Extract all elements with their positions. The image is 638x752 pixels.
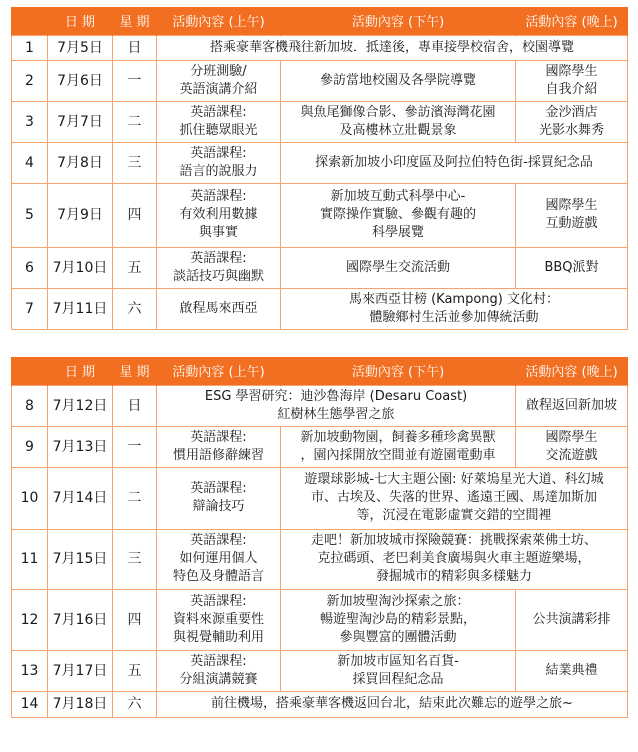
cell-text-line: 抓住聽眾眼光 [179,122,258,138]
cell-text-line: 談話技巧與幽默 [172,268,264,284]
date-cell: 7月12日 [48,385,113,426]
day-number: 5 [12,183,48,247]
date-cell: 7月13日 [48,426,113,467]
weekday-cell: 五 [113,247,157,288]
cell-text-line: 慣用語修辭練習 [172,447,264,463]
header-afternoon: 活動內容 (下午) [281,357,516,385]
day-number: 4 [12,142,48,183]
cell-text-line: 馬來西亞甘榜 (Kampong) 文化村： [348,291,560,307]
morning-activity [157,101,281,142]
day-number: 8 [12,385,48,426]
afternoon-activity [281,247,516,288]
cell-text-line: 公共演講彩排 [532,611,611,627]
cell-text-line: 國際學生 [545,198,598,213]
cell-text-line: 英語課程: [190,593,247,609]
weekday-cell: 六 [113,691,157,717]
cell-text-line: 交流遊戲 [545,447,598,463]
date-cell: 7月6日 [48,60,113,101]
cell-text-line: 與視覺輔助利用 [172,629,264,645]
header-evening: 活動內容 (晚上) [516,7,628,35]
cell-text-line: 紅樹林生態學習之旅 [277,406,395,422]
weekday-cell: 一 [113,60,157,101]
cell-text-line: 國際學生 [545,429,598,445]
cell-text-line: ESG 學習研究：迪沙魯海岸 (Desaru Coast) [204,388,468,404]
cell-text-line: 與魚尾獅像合影、參訪濱海灣花園 [300,104,496,120]
cell-text-line: 走吧！新加坡城市探險競賽：挑戰探索萊佛士坊、 [310,533,597,548]
evening-activity [516,385,628,426]
cell-text-line: 科學展覽 [371,225,424,240]
header-evening: 活動內容 (晚上) [516,357,628,385]
table-row [12,529,628,589]
afternoon-activity [281,589,516,650]
cell-text-line: 英語課程: [190,429,247,445]
header-no [12,357,48,385]
evening-activity [516,650,628,691]
cell-text-line: 英語課程: [190,189,247,204]
cell-text-line: 遊環球影城-七大主題公園: 好萊塢星光大道、科幻城 [304,472,604,487]
cell-text-line: 結業典禮 [545,662,598,678]
cell-text-line: 英語課程: [190,653,247,669]
evening-activity [516,183,628,247]
weekday-cell: 五 [113,650,157,691]
full-day-activity [157,35,628,60]
cell-text-line: 語言的說服力 [179,163,258,179]
date-cell: 7月9日 [48,183,113,247]
evening-activity [516,101,628,142]
cell-text-line: 分班測驗/ [190,63,247,79]
afternoon-activity [281,101,516,142]
day-number: 13 [12,650,48,691]
cell-text-line: 資料來源重要性 [172,611,264,627]
weekday-cell: 三 [113,142,157,183]
cell-text-line: 實際操作實驗、參觀有趣的 [319,207,476,222]
cell-text-line: 如何運用個人 [179,551,258,566]
afternoon-evening-activity [281,529,628,589]
evening-activity [516,426,628,467]
header-afternoon: 活動內容 (下午) [281,7,516,35]
cell-text-line: 光影水舞秀 [538,122,604,138]
table-header-row [12,7,628,35]
weekday-cell: 二 [113,467,157,529]
cell-text-line: 前往機場，搭乘豪華客機返回台北，結束此次難忘的遊學之旅~ [211,696,573,711]
date-cell: 7月8日 [48,142,113,183]
cell-text-line: 發掘城市的精彩與多樣魅力 [375,569,532,584]
day-number: 10 [12,467,48,529]
cell-text-line: 暢遊聖淘沙島的精彩景點， [319,611,476,627]
afternoon-evening-activity [281,142,628,183]
date-cell: 7月14日 [48,467,113,529]
day-number: 2 [12,60,48,101]
cell-text-line: 市、古埃及、失落的世界、遙遠王國、馬達加斯加 [310,490,597,505]
table-row [12,691,628,717]
cell-text-line: 及高樓林立壯觀景象 [339,122,457,138]
day-number: 12 [12,589,48,650]
date-cell: 7月16日 [48,589,113,650]
afternoon-activity [281,183,516,247]
date-cell: 7月10日 [48,247,113,288]
cell-text-line: 國際學生交流活動 [345,259,450,275]
date-cell: 7月5日 [48,35,113,60]
cell-text-line: 採買回程紀念品 [352,671,444,687]
morning-activity [157,247,281,288]
cell-text-line: 探索新加坡小印度區及阿拉伯特色街-採買紀念品 [315,154,593,170]
schedule-table-week1 [11,7,628,330]
evening-activity [516,60,628,101]
schedule-table-week2 [11,357,628,718]
morning-activity [157,60,281,101]
table-row [12,288,628,329]
day-number: 14 [12,691,48,717]
cell-text-line: 英語課程: [190,104,247,120]
weekday-cell: 三 [113,529,157,589]
table-row [12,183,628,247]
morning-afternoon-activity [157,385,516,426]
table-row [12,35,628,60]
cell-text-line: 分組演講競賽 [179,671,258,687]
weekday-cell: 六 [113,288,157,329]
cell-text-line: BBQ派對 [544,259,599,275]
cell-text-line: 等，沉浸在電影虛實交錯的空間裡 [356,508,552,523]
weekday-cell: 四 [113,589,157,650]
cell-text-line: 啟程返回新加坡 [525,397,617,413]
table-row [12,101,628,142]
cell-text-line: 與事實 [198,225,238,240]
day-number: 9 [12,426,48,467]
date-cell: 7月7日 [48,101,113,142]
morning-activity [157,467,281,529]
table-row [12,142,628,183]
day-number: 11 [12,529,48,589]
table-row [12,589,628,650]
weekday-cell: 二 [113,101,157,142]
cell-text-line: 參與豐富的團體活動 [339,629,457,645]
cell-text-line: 金沙酒店 [545,104,598,120]
cell-text-line: 有效利用數據 [179,207,258,222]
date-cell: 7月11日 [48,288,113,329]
header-weekday: 星 期 [113,357,157,385]
weekday-cell: 日 [113,35,157,60]
cell-text-line: 互動遊戲 [545,216,598,231]
day-number: 3 [12,101,48,142]
morning-activity [157,142,281,183]
header-morning: 活動內容 (上午) [157,357,281,385]
table-row [12,650,628,691]
morning-activity [157,288,281,329]
cell-text-line: 英語課程: [190,145,247,161]
weekday-cell: 一 [113,426,157,467]
date-cell: 7月17日 [48,650,113,691]
cell-text-line: 辯論技巧 [192,499,245,514]
table-row [12,426,628,467]
cell-text-line: 新加坡聖淘沙探索之旅： [326,593,470,609]
table-row [12,247,628,288]
morning-activity [157,183,281,247]
weekday-cell: 日 [113,385,157,426]
cell-text-line: ，園內採開放空間並有遊園電動車 [300,447,496,463]
header-date: 日 期 [48,7,113,35]
cell-text-line: 搭乘豪華客機飛往新加坡．抵達後，專車接學校宿舍，校園導覽 [209,39,574,55]
cell-text-line: 英語演講介紹 [179,81,258,97]
morning-activity [157,650,281,691]
header-morning: 活動內容 (上午) [157,7,281,35]
table-row [12,385,628,426]
evening-activity [516,247,628,288]
cell-text-line: 英語課程: [190,481,247,496]
cell-text-line: 克拉碼頭、老巴剎美食廣場與火車主題遊樂場， [317,551,591,566]
cell-text-line: 英語課程: [190,250,247,266]
afternoon-activity [281,60,516,101]
table-row [12,60,628,101]
afternoon-evening-activity [281,467,628,529]
header-weekday: 星 期 [113,7,157,35]
table-row [12,467,628,529]
weekday-cell: 四 [113,183,157,247]
header-date: 日 期 [48,357,113,385]
cell-text-line: 新加坡市區知名百貨- [337,653,459,669]
table-header-row [12,357,628,385]
evening-activity [516,589,628,650]
cell-text-line: 英語課程: [190,533,247,548]
morning-activity [157,529,281,589]
cell-text-line: 參訪當地校園及各學院導覽 [319,72,476,88]
afternoon-evening-activity [281,288,628,329]
cell-text-line: 啟程馬來西亞 [179,300,258,316]
cell-text-line: 體驗鄉村生活並參加傳統活動 [369,309,539,325]
cell-text-line: 國際學生 [545,63,598,79]
full-day-activity [157,691,628,717]
header-no [12,7,48,35]
date-cell: 7月15日 [48,529,113,589]
afternoon-activity [281,650,516,691]
morning-activity [157,589,281,650]
cell-text-line: 自我介紹 [545,81,598,97]
day-number: 6 [12,247,48,288]
day-number: 1 [12,35,48,60]
cell-text-line: 新加坡動物園，飼養多種珍禽異獸 [300,429,496,445]
date-cell: 7月18日 [48,691,113,717]
cell-text-line: 新加坡互動式科學中心- [330,189,466,204]
day-number: 7 [12,288,48,329]
afternoon-activity [281,426,516,467]
cell-text-line: 特色及身體語言 [172,569,264,584]
morning-activity [157,426,281,467]
